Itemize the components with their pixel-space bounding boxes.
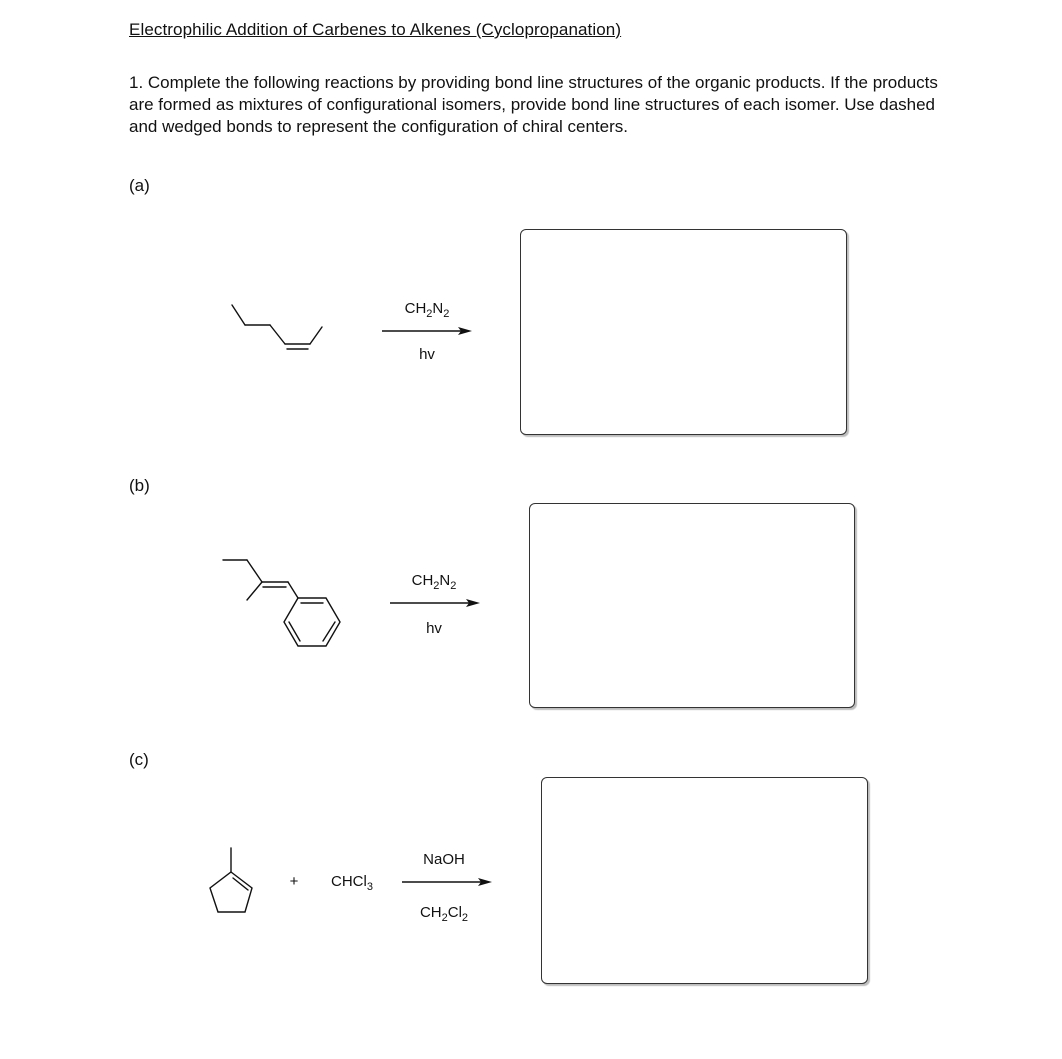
reagent-c-below: $CH_2Cl_2$ (419, 904, 469, 924)
molecule-c (210, 848, 252, 912)
answer-box-a[interactable] (520, 229, 847, 435)
reagent-b-above: $CH_2N_2$ (411, 572, 457, 592)
answer-box-c[interactable] (541, 777, 868, 984)
problem-b-label: (b) (129, 476, 150, 495)
plus-sign: + (289, 873, 299, 890)
molecule-a (232, 305, 322, 349)
answer-box-b[interactable] (529, 503, 855, 708)
instructions: 1. Complete the following reactions by providing bond line structures of the organic products. If the products are formed as mixtures of configurational isomers, provide bond line structures of each isomer. Use dashed and wedged bonds to represent the configuration of chiral centers. (129, 73, 938, 136)
arrow-c (402, 878, 492, 886)
reagent-b-below: hv (426, 620, 442, 637)
arrow-b (390, 599, 480, 607)
coreagent-chcl3: CHCl$_3$ (331, 873, 373, 893)
problem-a-label: (a) (129, 176, 150, 195)
reagent-c-above: NaOH (423, 851, 465, 868)
problem-c-label: (c) (129, 750, 149, 769)
molecule-b (223, 560, 340, 646)
reagent-a-below: hv (419, 346, 435, 363)
reagent-a-above: $CH_2N_2$ (404, 300, 450, 320)
page-title: Electrophilic Addition of Carbenes to Alkenes (Cyclopropanation) (129, 20, 622, 39)
arrow-a (382, 327, 472, 335)
